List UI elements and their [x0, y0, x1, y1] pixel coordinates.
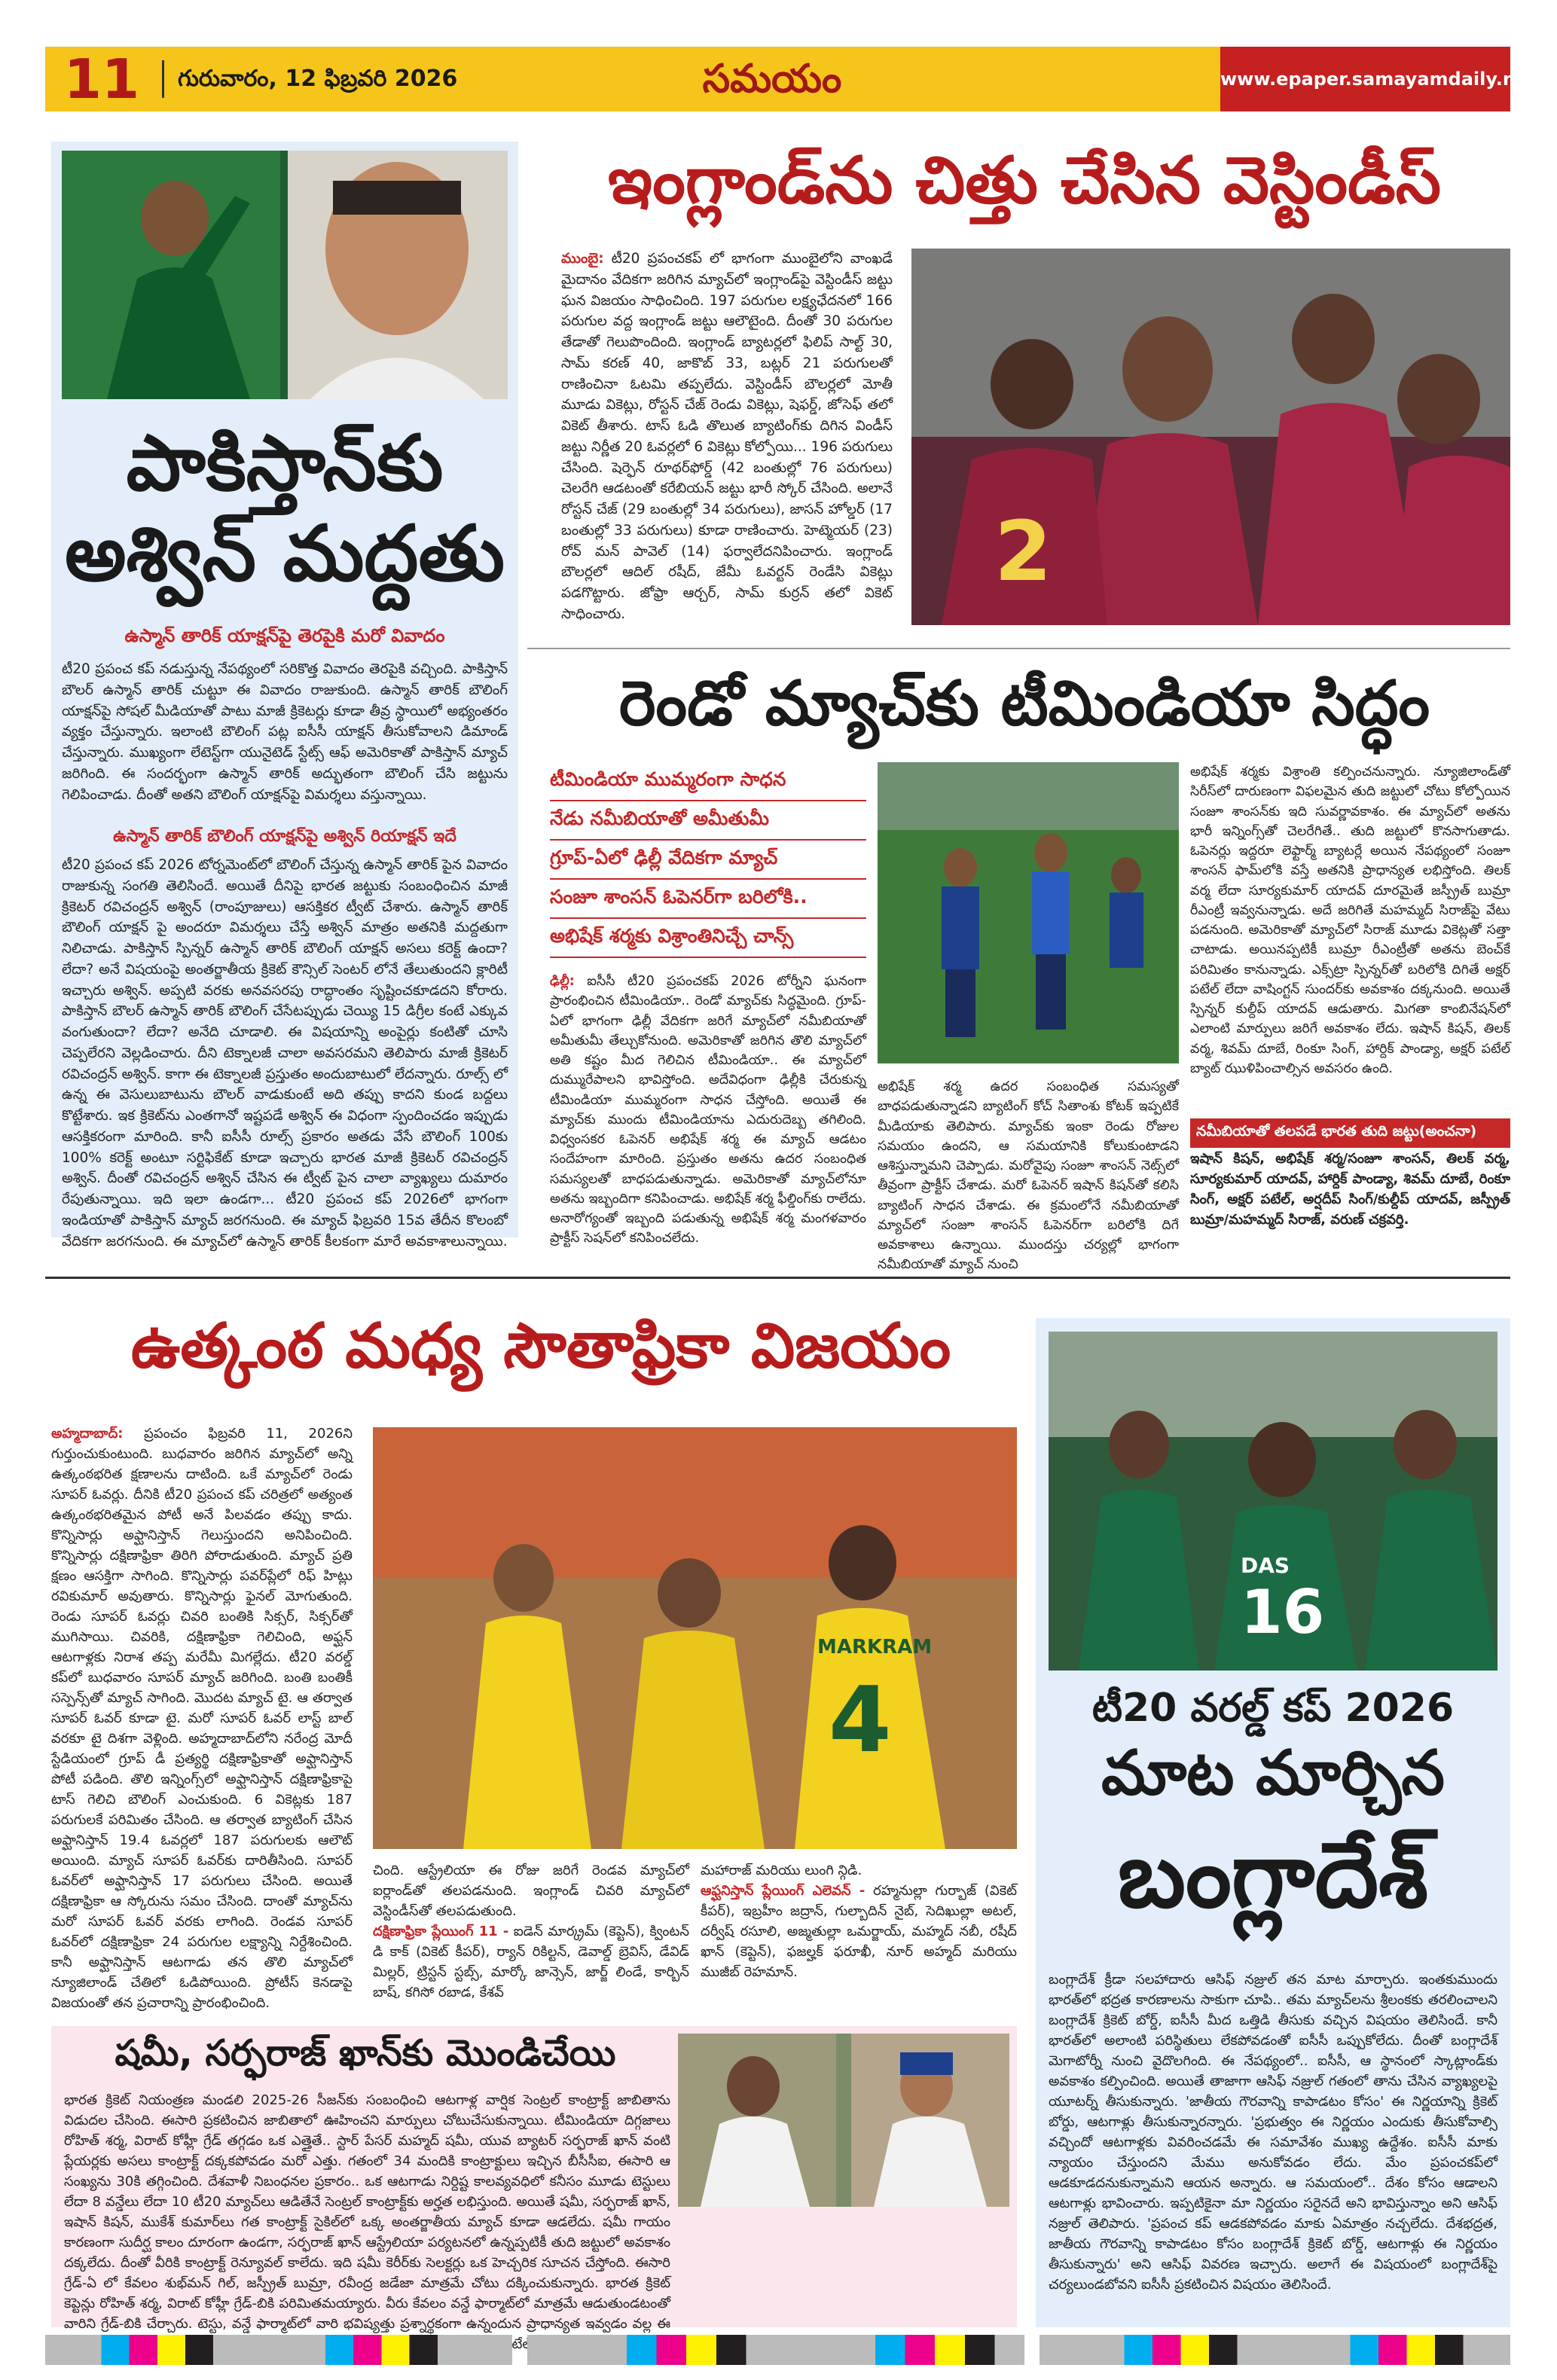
south-africa-headline: ఉత్కంఠ మధ్య సౌతాఫ్రికా విజయం — [130, 1311, 951, 1382]
afghanistan-xi — [701, 1860, 1017, 2018]
section-divider-2 — [45, 1277, 1510, 1279]
england-body-text: టీ20 ప్రపంచకప్ లో భాగంగా ముంబైలోని వాంఖడే మైదానం వేదికగా జరిగిన మ్యాచ్‌లో ఇంగ్లాండ్‌పై వెస్టిండీస్ జట్టు ఘన విజయం సాధించింది. 197 పరుగుల లక్ష్యఛేదనలో 166 పరుగుల వద్ద ఇంగ్లాండ్ జట్టు ఆలౌటైంది. దీంతో 30 పరుగుల తేడాతో గెలుపొందింది. ఇంగ్లాండ్ బ్యాటర్లలో ఫిలిప్ సాల్ట్ 30, సామ్ కరణ్ 40, జాకొబ్ 33, బట్లర్ 21 పరుగులతో రాణించినా ఓటమి తప్పలేదు. వెస్టిండీస్ బౌలర్లలో మోతీ మూడు వికెట్లు, రోస్టన్ చేజ్ రెండు వికెట్లు, షెఫర్డ్, జోసెఫ్ తలో వికెట్ తీశారు. టాస్ ఓడి తొలుత బ్యాటింగ్‌కు దిగిన విండీస్ జట్టు నిర్ణీత 20 ఓవర్లలో 6 వికెట్లు కోల్పోయి... 196 పరుగులు చేసింది. షెర్ఫెన్ రూథర్‌ఫోర్డ్ (42 బంతుల్లో 76 పరుగులు) చెలరేగి ఆడటంతో కరేబియన్ జట్టు భారీ స్కోర్ చేసింది. అలానే రోస్టన్ చేజ్ (29 బంతుల్లో 34 పరుగులు), జాసన్ హోల్డర్ (17 బంతుల్లో 33 పరుగులు) కూడా రాణించారు. హెట్మెయర్ (23) రోవ్ మన్ పావెల్ (14) ఫర్వాలేదనిపించారు. ఇంగ్లాండ్ బౌలర్లలో ఆదిల్ రషీద్, జేమీ ఓవర్టన్ రెండేసి వికెట్లు పడగొట్టారు. జోఫ్రా ఆర్చర్, సామ్ కుర్రన్ తలో వికెట్ సాధించారు. — [561, 251, 893, 622]
ashwin-subhead-2: ఉస్మాన్ తారిక్ బౌలింగ్ యాక్షన్‌పై అశ్విన్ రియాక్షన్ ఇదే — [113, 827, 456, 846]
india-highlights — [550, 762, 866, 958]
west-indies-celebration-photo — [911, 249, 1510, 625]
india-highlight-3: గ్రూప్-ఏలో ఢిల్లీ వేదికగా మ్యాచ్ — [550, 841, 866, 880]
india-team-list: ఇషాన్ కిషన్, అభిషేక్ శర్మ/సంజూ శాంసన్, తిలక్ వర్మ, సూర్యకుమార్ యాదవ్, హార్దిక్ పాండ్యా, శివమ్ దూబే, రింకూ సింగ్, అక్షర్ పటేల్, అర్షదీప్ సింగ్/కుల్దీప్ యాదవ్, జస్ప్రీత్ బుమ్రా/మహమ్మద్ సిరాజ్, వరుణ్ చక్రవర్తి. — [1190, 1151, 1510, 1228]
sa-xi-tail: మహారాజ్ మరియు లుంగి న్గిడి. — [701, 1863, 862, 1878]
india-highlight-1: టీమిండియా ముమ్మరంగా సాధన — [550, 762, 866, 801]
india-body-middle: అభిషేక్ శర్మ ఉదర సంబంధిత సమస్యతో బాధపడుతున్నాడని బ్యాటింగ్ కోచ్ సితాంశు కోటక్ ఇప్పటికే మీడియాకు తెలిపారు. మ్యాచ్‌కు ఇంకా రెండు రోజుల సమయం ఉందని, ఆ సమయానికి కోలుకుంటాడని ఆశిస్తున్నామని చెప్పాడు. మరోవైపు సంజూ శాంసన్ నెట్స్‌లో తీవ్రంగా ప్రాక్టీస్ చేశాడు. మరో ఓపెనర్ ఇషాన్ కిషన్‌తో కలిసి బ్యాటింగ్ సాధన చేశాడు. ఈ క్రమంలోనే నమీబియాతో మ్యాచ్‌లో సంజూ శాంసన్ ఓపెనర్‌గా బరిలోకి దిగే అవకాశాలు ఉన్నాయి. ముందస్తు చర్యల్లో భాగంగా నమీబియాతో మ్యాచ్ నుంచి — [878, 1079, 1179, 1273]
cmyk-strip-middle — [527, 2335, 1024, 2365]
england-headline: ఇంగ్లాండ్‌ను చిత్తు చేసిన వెస్టిండీస్ — [607, 143, 1442, 218]
sa-xi-list: ఐడెన్ మార్క్రమ్ (కెప్టెన్), క్వింటన్ డి కాక్ (వికెట్ కీపర్), ర్యాన్ రికిల్టన్, డెవాల్డ్ బ్రెవిస్, డేవిడ్ మిల్లర్, ట్రిస్టన్ స్టబ్స్, మార్కో జాన్సెన్, జార్జ్ లిండే, కార్బిన్ బాష్, కగిసో రబాడ, కేశవ్ — [373, 1924, 689, 2000]
ashwin-para-2: టీ20 ప్రపంచ కప్ 2026 టోర్నమెంట్‌లో బౌలింగ్ చేస్తున్న ఉస్మాన్ తారిక్ పైన వివాదం రాజుకున్న సంగతి తెలిసిందే. అయితే దీనిపై భారత జట్టుకు సంబంధించిన మాజీ క్రికెటర్ రవిచంద్రన్ అశ్విన్ (రాంపూజులు) ఆసక్తికర ట్వీట్ చేశారు. ఉస్మాన్ తారిక్ బౌలింగ్ యాక్షన్ పై అందరూ విమర్శలు చేస్తే అశ్విన్ మాత్రం అతనికి మద్దతుగా నిలిచాడు. పాకిస్తాన్ స్పిన్నర్ ఉస్మాన్ తారిక్ బౌలింగ్ యాక్షన్ అసలు కరెక్ట్ ఉందా? లేదా? అనే విషయంపై అంతర్జాతీయ క్రికెట్ కౌన్సిల్ సెంటర్ లోనే తేలుతుందని క్లారిటీ ఇచ్చారు అశ్విన్. అప్పటి వరకు అనవసరపు రాద్ధాంతం సృష్టించకూడదని కోరారు. పాకిస్తాన్ బౌలర్ ఉస్మాన్ తారిక్ బౌలింగ్ చేసేటప్పుడు చెయ్యి 15 డిగ్రీల కంటే ఎక్కువ వంగుతుందా? లేదా? అనేది చూడాలి. ఈ విషయాన్ని అంపైర్లు కంటితో చూసి చెప్పలేరని వెల్లడించారు. దీని టెక్నాలజీ చాలా అవసరమని తెలిపారు మాజీ క్రికెటర్ రవిచంద్రన్ అశ్విన్. కాగా ఈ టెక్నాలజీ ప్రస్తుతం అందుబాటులో లేదన్నారు. రూల్స్ లో ఉన్న ఈ వెసులుబాటును బౌలర్ వాడుకుంటే అది తప్పు కాదని కుండ బద్దలు కొట్టేశారు. ఇక క్రికెట్‌ను ఎంతగానో ఇష్టపడే అశ్విన్ ఈ విధంగా స్పందించడం ఇప్పుడు ఆసక్తికరంగా మారింది. కానీ ఐసీసీ రూల్స్ ప్రకారం అతడు వేసే బౌలింగ్ 100కు 100% కరెక్ట్ అంటూ సర్టిఫికేట్ కూడా ఇచ్చారు భారత మాజీ క్రికెటర్ రవిచంద్రన్ అశ్విన్. దీంతో రవిచంద్రన్ అశ్విన్ చేసిన ఈ ట్వీట్ పైన చాలా వ్యాఖ్యలు దుమారం రేపుతున్నాయి. ఇది ఇలా ఉండగా... టీ20 ప్రపంచ కప్ 2026లో భాగంగా ఇండియాతో పాకిస్తాన్ మ్యాచ్ జరగనుంది. ఈ మ్యాచ్ ఫిబ్రవరి 15వ తేదీన కొలంబో వేదికగా జరగనుంది. ఈ మ్యాచ్‌లో ఉస్మాన్ తారిక్ కీలకంగా మారే అవకాశాలున్నాయి. — [62, 857, 508, 1250]
south-africa-body — [51, 1423, 353, 2018]
contracts-body: భారత క్రికెట్ నియంత్రణ మండలి 2025-26 సీజన్‌కు సంబంధించి ఆటగాళ్ల వార్షిక సెంట్రల్ కాంట్రాక్ట్ జాబితాను విడుదల చేసింది. ఈసారి ప్రకటించిన జాబితాలో ఊహించని మార్పులు చోటుచేసుకున్నాయి. టీమిండియా దిగ్గజాలు రోహిత్ శర్మ, విరాట్ కోహ్లీ గ్రేడ్ తగ్గడం ఒక ఎత్తైతే.. స్టార్ పేసర్ మహ్మద్ షమీ, యువ బ్యాటర్ సర్ఫరాజ్ ఖాన్ వంటి ప్లేయర్లకు అసలు కాంట్రాక్ట్ దక్కకపోవడం మరో ఎత్తు. గతంలో 34 మందికి కాంట్రాక్టులు ఇచ్చిన బీసీసీఐ, ఈసారి ఆ సంఖ్యను 30కి తగ్గించింది. దేశవాళీ నిబంధనల ప్రకారం.. ఒక ఆటగాడు నిర్దిష్ట కాలవ్యవధిలో కనీసం మూడు టెస్టులు లేదా 8 వన్డేలు లేదా 10 టీ20 మ్యాచ్‌లు ఆడితేనే సెంట్రల్ కాంట్రాక్ట్‌కు అర్హత లభిస్తుంది. అయితే షమీ, సర్ఫరాజ్ ఖాన్, ఇషాన్ కిషన్, ముకేశ్ కుమార్‌లు గత కాంట్రాక్ట్ సైకిల్‌లో ఒక్క అంతర్జాతీయ మ్యాచ్ కూడా ఆడలేదు. షమీ గాయం కారణంగా సుదీర్ఘ కాలం దూరంగా ఉండగా, సర్ఫరాజ్ ఖాన్ ఆస్ట్రేలియా పర్యటనలో ఉన్నప్పటికీ తుది జట్టులో అవకాశం దక్కలేదు. దీంతో వీరికి కాంట్రాక్ట్ రెన్యూవల్ కాలేదు. ఇది షమీ కెరీర్‌కు సెలక్టర్లు ఒక హెచ్చరిక సూచన చేస్తోంది. ఈసారి గ్రేడ్-ఏ లో కేవలం శుభ్‌మన్ గిల్, జస్ప్రీత్ బుమ్రా, రవీంద్ర జడేజా మాత్రమే చోటు దక్కించుకున్నారు. భారత క్రికెట్ కెప్టెన్లు రోహిత్ శర్మ, విరాట్ కోహ్లీ గ్రేడ్-బికి పరిమితమయ్యారు. వీరు కేవలం వన్డే ఫార్మాట్‌లో మాత్రమే ఆడుతుండటంతో వారిని గ్రేడ్-బికి చేర్చారు. టెస్టు, వన్డే ఫార్మాట్‌లో వారి భవిష్యత్తు ప్రశ్నార్థకంగా ఉన్నందున ప్రాధాన్యత ఇవ్వడం వల్ల ఈ పటేల్ — [64, 2092, 670, 2352]
issue-date: గురువారం, 12 ఫిబ్రవరి 2026 — [162, 60, 501, 98]
team-india-practice-photo — [878, 762, 1179, 1063]
masthead-logo: సమయం — [603, 47, 942, 111]
contracts-headline: షమీ, సర్ఫరాజ్ ఖాన్‌కు మొండిచేయి — [114, 2032, 616, 2074]
india-highlight-2: నేడు నమీబియాతో అమీతుమీ — [550, 801, 866, 841]
south-africa-tail-text: చింది. ఆస్ట్రేలియా ఈ రోజు జరిగే రెండవ మ్యాచ్‌లో ఐర్లాండ్‌తో తలపడనుంది. ఇంగ్లాండ్ చివరి మ్యాచ్‌లో వెస్టిండీస్‌తో తలపడుతుంది. — [373, 1863, 689, 1919]
india-body-left-text: ఐసీసీ టీ20 ప్రపంచకప్ 2026 టోర్నీని ఘనంగా ప్రారంభించిన టీమిండియా.. రెండో మ్యాచ్‌కు సిద్ధమైంది. గ్రూప్-ఏలో భాగంగా ఢిల్లీ వేదికగా జరిగే మ్యాచ్‌లో నమీబియాతో అమీతుమీ తేల్చుకోనుంది. అమెరికాతో జరిగిన తొలి మ్యాచ్‌లో అతి కష్టం మీద గెలిచిన టీమిండియా.. ఈ మ్యాచ్‌లో దుమ్మురేపాలని భావిస్తోంది. అదేవిధంగా ఢిల్లీకి చేరుకున్న టీమిండియా ముమ్మరంగా సాధన చేస్తోంది. అయితే ఈ మ్యాచ్‌కు ముందు టీమిండియాను ఎదురుదెబ్బ తగిలింది. విధ్వంసకర ఓపెనర్ అభిషేక్ శర్మ ఈ మ్యాచ్ ఆడటం సందేహంగా మారింది. ప్రస్తుతం అతను ఉదర సంబంధిత సమస్యలతో బాధపడుతున్నాడు. అమెరికాతో మ్యాచ్‌లోనూ అతను ఇబ్బందిగా కనిపించాడు. అభిషేక్ శర్మ ఫీల్డింగ్‌కు రాలేదు. అనారోగ్యంతో ఇబ్బంది పడుతున్న అభిషేక్ శర్మ మంగళవారం ప్రాక్టీస్ సెషన్‌లో కనిపించలేదు. — [550, 974, 866, 1246]
india-headline: రెండో మ్యాచ్‌కు టీమిండియా సిద్ధం — [618, 668, 1430, 740]
bangladesh-headline-big: బంగ్లాదేశ్ — [1117, 1823, 1429, 1928]
afg-xi-list: రహ్మనుల్లా గుర్బాజ్ (వికెట్ కీపర్), ఇబ్రహీం జద్రాన్, గుల్బాదిన్ నైబ్, సెదిఖుల్లా అటల్, దర్వీష్ రసూలి, అజ్మతుల్లా ఒమర్జాయ్, మహ్మద్ నబీ, రషీద్ ఖాన్ (కెప్టెన్), ఫజల్హక్ ఫరూఖీ, నూర్ అహ్మద్ మరియు ముజీబ్ రెహమాన్. — [701, 1883, 1017, 1980]
south-africa-body-text: ప్రపంచం ఫిబ్రవరి 11, 2026ని గుర్తుంచుకుంటుంది. బుధవారం జరిగిన మ్యాచ్‌లో అన్ని ఉత్కంఠభరిత క్షణాలను దాటింది. ఒకే మ్యాచ్‌లో రెండు సూపర్ ఓవర్లు. దీనికి టీ20 ప్రపంచ కప్ చరిత్రలో అత్యంత ఉత్కంఠభరితమైన పోటీ అనే పిలవడం తప్పు కాదు. కొన్నిసార్లు అఫ్ఘానిస్తాన్ గెలుస్తుందని అనిపించింది. కొన్నిసార్లు దక్షిణాఫ్రికా తిరిగి పోరాడుతుంది. మ్యాచ్ ప్రతి క్షణం ఆసక్తిగా సాగింది. కొన్నిసార్లు పవర్‌ప్లేలో రిఫ్ హిట్లు రవికుమార్ అవుతారు. కొన్నిసార్లు ఫైనల్ మోగుతుంది. రెండు సూపర్ ఓవర్లు చివరి బంతికి సిక్సర్, సిక్సర్‌తో ముగిసాయి. చివరికి, దక్షిణాఫ్రికా గెలిచింది, అఫ్ఘన్ ఆటగాళ్లకు నిరాశ తప్ప మరేమీ మిగల్లేదు. టీ20 వరల్డ్ కప్‌లో బుధవారం సూపర్ మ్యాచ్ జరిగింది. బంతి బంతికీ సస్పెన్స్‌తో మ్యాచ్ సాగింది. మొదట మ్యాచ్ టై. ఆ తర్వాత సూపర్ ఓవర్ కూడా టై. మరో సూపర్ ఓవర్ లాస్ట్ బాల్ వరకూ టై దిశగా వెళ్లింది. అహ్మదాబాద్‌లోని నరేంద్ర మోదీ స్టేడియంలో గ్రూప్ డీ ప్రత్యర్థి దక్షిణాఫ్రికాతో అఫ్ఘానిస్తాన్ పోటీ పడింది. తొలి ఇన్నింగ్స్‌లో అఫ్ఘానిస్తాన్ దక్షిణాఫ్రికాపై టాస్ గెలిచి బౌలింగ్ ఎంచుకుంది. 6 వికెట్లకు 187 పరుగులకే పరిమితం చేసింది. ఆ తర్వాత బ్యాటింగ్ చేసిన అఫ్ఘానిస్తాన్ 19.4 ఓవర్లలో 187 పరుగులకు ఆలౌట్ అయింది. మ్యాచ్ సూపర్ ఓవర్‌కు దారితీసింది. సూపర్ ఓవర్‌లో అఫ్ఘానిస్తాన్ 17 పరుగులు చేసింది. అయితే దక్షిణాఫ్రికా ఆ స్కోరును సమం చేసింది. దాంతో మ్యాచ్‌ను మరో సూపర్ ఓవర్ వరకు లాగింది. రెండవ సూపర్ ఓవర్‌లో దక్షిణాఫ్రికా 24 పరుగుల లక్ష్యాన్ని నిర్దేశించింది. కానీ అఫ్ఘానిస్తాన్ ఆటగాడు తన తొలి మ్యాచ్‌లో న్యూజిలాండ్ చేతిలో ఓడిపోయింది. ప్రోటీస్ కెనడాపై విజయంతో తన ప్రచారాన్ని ప్రారంభించింది. — [51, 1426, 353, 2011]
afg-xi-label: ఆఫ్ఘనిస్తాన్ ప్లేయింగ్ ఎలెవన్ - — [701, 1883, 866, 1899]
england-body — [561, 249, 893, 625]
india-team-heading: నమీబియాతో తలపడే భారత తుది జట్టు(అంచనా) — [1190, 1118, 1510, 1148]
england-dateline: ముంబై: — [561, 251, 604, 267]
sa-xi-label: దక్షిణాఫ్రికా ప్లేయింగ్ 11 - — [373, 1924, 509, 1939]
ashwin-headline-2: అశ్విన్ మద్దతు — [64, 509, 505, 599]
india-body-right: అభిషేక్ శర్మకు విశ్రాంతి కల్పించనున్నారు. న్యూజిలాండ్‌తో సిరీస్‌లో దారుణంగా విఫలమైన తుది జట్టులో చోటు కోల్పోయిన సంజూ శాంసన్‌కు ఇది సువర్ణావకాశం. ఈ మ్యాచ్‌లో అతను భారీ ఇన్నింగ్స్‌తో చెలరేగితే.. తుది జట్టులో కొనసాగుతాడు. ఓపెనర్లు ఇద్దరూ లెఫ్టార్మ్ బ్యాటర్లే అయిన నేపథ్యంలో సంజూ శాంసన్ ఫామ్‌లోకి వస్తే అతనికి ప్రాధాన్యత లభిస్తోంది. తిలక్ వర్మ లేదా సూర్యకుమార్ యాదవ్ దూరమైతే జస్ప్రీత్ బుమ్రా రీఎంట్రీ ఇవ్వనున్నాడు. అదే జరిగితే మహమ్మద్ సిరాజ్‌పై వేటు పడనుంది. అమెరికాతో మ్యాచ్‌లో సిరాజ్ మూడు వికెట్లతో సత్తా చాటాడు. అయినప్పటికీ బుమ్రా రీఎంట్రీతో అతను బెంచ్‌కే పరిమితం కానున్నాడు. ఎక్స్‌ట్రా స్పిన్నర్‌తో బరిలోకి దిగితే అక్షర్ పటేల్ లేదా వాషింగ్టన్ సుందర్‌కు అవకాశం దక్కనుంది. అయితే స్పిన్నర్ కుల్దీప్ యాదవ్ ఆడుతారు. మిగతా కాంబినేషన్‌లో ఎలాంటి మార్పులు జరిగే అవకాశం లేదు. ఇషాన్ కిషన్, తిలక్ వర్మ, శివమ్ దూబే, రింకూ సింగ్, హార్దిక్ పాండ్యా, అక్షర్ పటేల్ బ్యాట్ ఝుళిపించాల్సిన అవసరం ఉంది. — [1190, 764, 1510, 1076]
india-dateline: ఢిల్లీ: — [550, 974, 575, 989]
india-highlight-5: అభిషేక్ శర్మకు విశ్రాంతినిచ్చే చాన్స్ — [550, 919, 866, 958]
bangladesh-headline-mid: మాట మార్చిన — [1101, 1738, 1445, 1809]
svg-text:DAS: DAS — [1241, 1553, 1290, 1578]
south-africa-tail — [373, 1860, 689, 2018]
india-body-left — [550, 972, 866, 1250]
shami-sarfaraz-photo — [678, 2034, 1009, 2207]
india-highlight-4: సంజూ శాంసన్ ఓపెనర్‌గా బరిలోకి.. — [550, 880, 866, 919]
website-link[interactable]: www.epaper.samayamdaily.net — [1220, 47, 1510, 111]
svg-text:2: 2 — [994, 503, 1052, 600]
ashwin-headline-1: పాకిస్తాన్‌కు — [126, 419, 444, 508]
svg-text:4: 4 — [829, 1668, 892, 1773]
bangladesh-kicker: టీ20 వరల్డ్ కప్ 2026 — [1091, 1686, 1455, 1731]
ashwin-para-1: టీ20 ప్రపంచ కప్ నడుస్తున్న నేపథ్యంలో సరికొత్త వివాదం తెరపైకి వచ్చింది. పాకిస్తాన్ బౌలర్ ఉస్మాన్ తారిక్ చుట్టూ ఈ వివాదం రాజుకుంది. ఉస్మాన్ తారిక్ బౌలింగ్ యాక్షన్‌పై సోషల్ మీడియాతో పాటు మాజీ క్రికెటర్లు కూడా తీవ్ర స్థాయిలో అభ్యంతరం వ్యక్తం చేస్తున్నారు. ఇలాంటి బౌలింగ్ పట్ల ఐసీసీ యాక్షన్ తీసుకోవాలని డిమాండ్ చేస్తున్నారు. ముఖ్యంగా లేటెస్ట్‌గా యునైటెడ్ స్టేట్స్ ఆఫ్ అమెరికాతో పాకిస్తాన్ మ్యాచ్ జరిగింది. ఈ సందర్భంగా ఉస్మాన్ తారిక్ అద్భుతంగా బౌలింగ్ చేసి జట్టును గెలిపించాడు. దీంతో అతని బౌలింగ్ యాక్షన్‌పై విమర్శలు వస్తున్నాయి. — [62, 661, 508, 803]
svg-text:MARKRAM: MARKRAM — [817, 1636, 933, 1658]
south-africa-dateline: అహ్మదాబాద్: — [51, 1426, 124, 1442]
bangladesh-body: బంగ్లాదేశ్ క్రీడా సలహాదారు ఆసిఫ్ నజ్రుల్ తన మాట మార్చారు. ఇంతకుముందు భారత్‌లో భద్రత కారణాలను సాకుగా చూపి.. తమ మ్యాచ్‌లను శ్రీలంకకు తరలించాలని బంగ్లాదేశ్ క్రికెట్ బోర్డ్, ఐసీసీ మీద ఒత్తిడి తీసుకు వచ్చిన విషయం తెలిసిందే. కానీ భారత్‌లో అలాంటి పరిస్థితులు లేకపోవడంతో ఐసీసీ ఒప్పుకోలేదు. దీంతో బంగ్లాదేశ్ మెగాటోర్నీ నుంచి వైదొలగింది. ఈ నేపథ్యంలో.. ఐసీసీ, ఆ స్థానంలో స్కాట్లాండ్‌కు అవకాశం కల్పించింది. అయితే తాజాగా ఆసిఫ్ నజ్రుల్ గతంలో తాను చేసిన వ్యాఖ్యలపై యూటర్న్ తీసుకున్నారు. 'జాతీయ గౌరవాన్ని కాపాడటం కోసం' ఈ నిర్ణయాన్ని క్రికెట్ బోర్డు, ఆటగాళ్లు తీసుకున్నారన్నారు. 'ప్రభుత్వం ఈ నిర్ణయం ఎందుకు తీసుకోవాల్సి వచ్చిందో ఆటగాళ్లకు వివరించడమే ఈ సమావేశం ముఖ్య ఉద్దేశం. ఐసీసీ మాకు న్యాయం చేస్తుందని మేము అనుకోవడం లేదు. మేం ప్రపంచకప్‌లో ఆడకూడదనుకున్నామని ఆయన అన్నారు. ఆ సమయంలో.. దేశం కోసం ఆడాలని ఆటగాళ్లు భావించారు. ఇప్పటికైనా మా నిర్ణయం సరైనదే అని భావిస్తున్నాం అని ఆసిఫ్ నజ్రుల్ తెలిపారు. 'ప్రపంచ కప్ ఆడకపోవడం మాకు ఏమాత్రం నచ్చలేదు. దేశభద్రత, జాతీయ గౌరవాన్ని కాపాడటం కోసం బంగ్లాదేశ్ క్రికెట్ బోర్డ్, ఆటగాళ్లు ఈ నిర్ణయం తీసుకున్నారు' అని ఆసిఫ్ వివరణ ఇచ్చారు. అలాగే ఈ విషయంలో బంగ్లాదేశ్‌పై చర్యలుండబోవని ఐసీసీ ప్రకటించిన విషయం తెలిసిందే. — [1049, 1972, 1497, 2293]
bangladesh-team-photo — [1049, 1332, 1497, 1671]
svg-text:16: 16 — [1241, 1577, 1325, 1647]
ashwin-photo — [62, 151, 508, 399]
south-africa-team-photo — [373, 1427, 1017, 1849]
page-number: 11 — [63, 47, 140, 111]
section-divider-1 — [527, 648, 1510, 649]
cmyk-strip-right — [1040, 2335, 1510, 2365]
cmyk-strip-left — [45, 2335, 512, 2365]
ashwin-subtitle: ఉస్మాన్ తారిక్ యాక్షన్‌పై తెరపైకి మరో వివాదం — [124, 625, 445, 646]
